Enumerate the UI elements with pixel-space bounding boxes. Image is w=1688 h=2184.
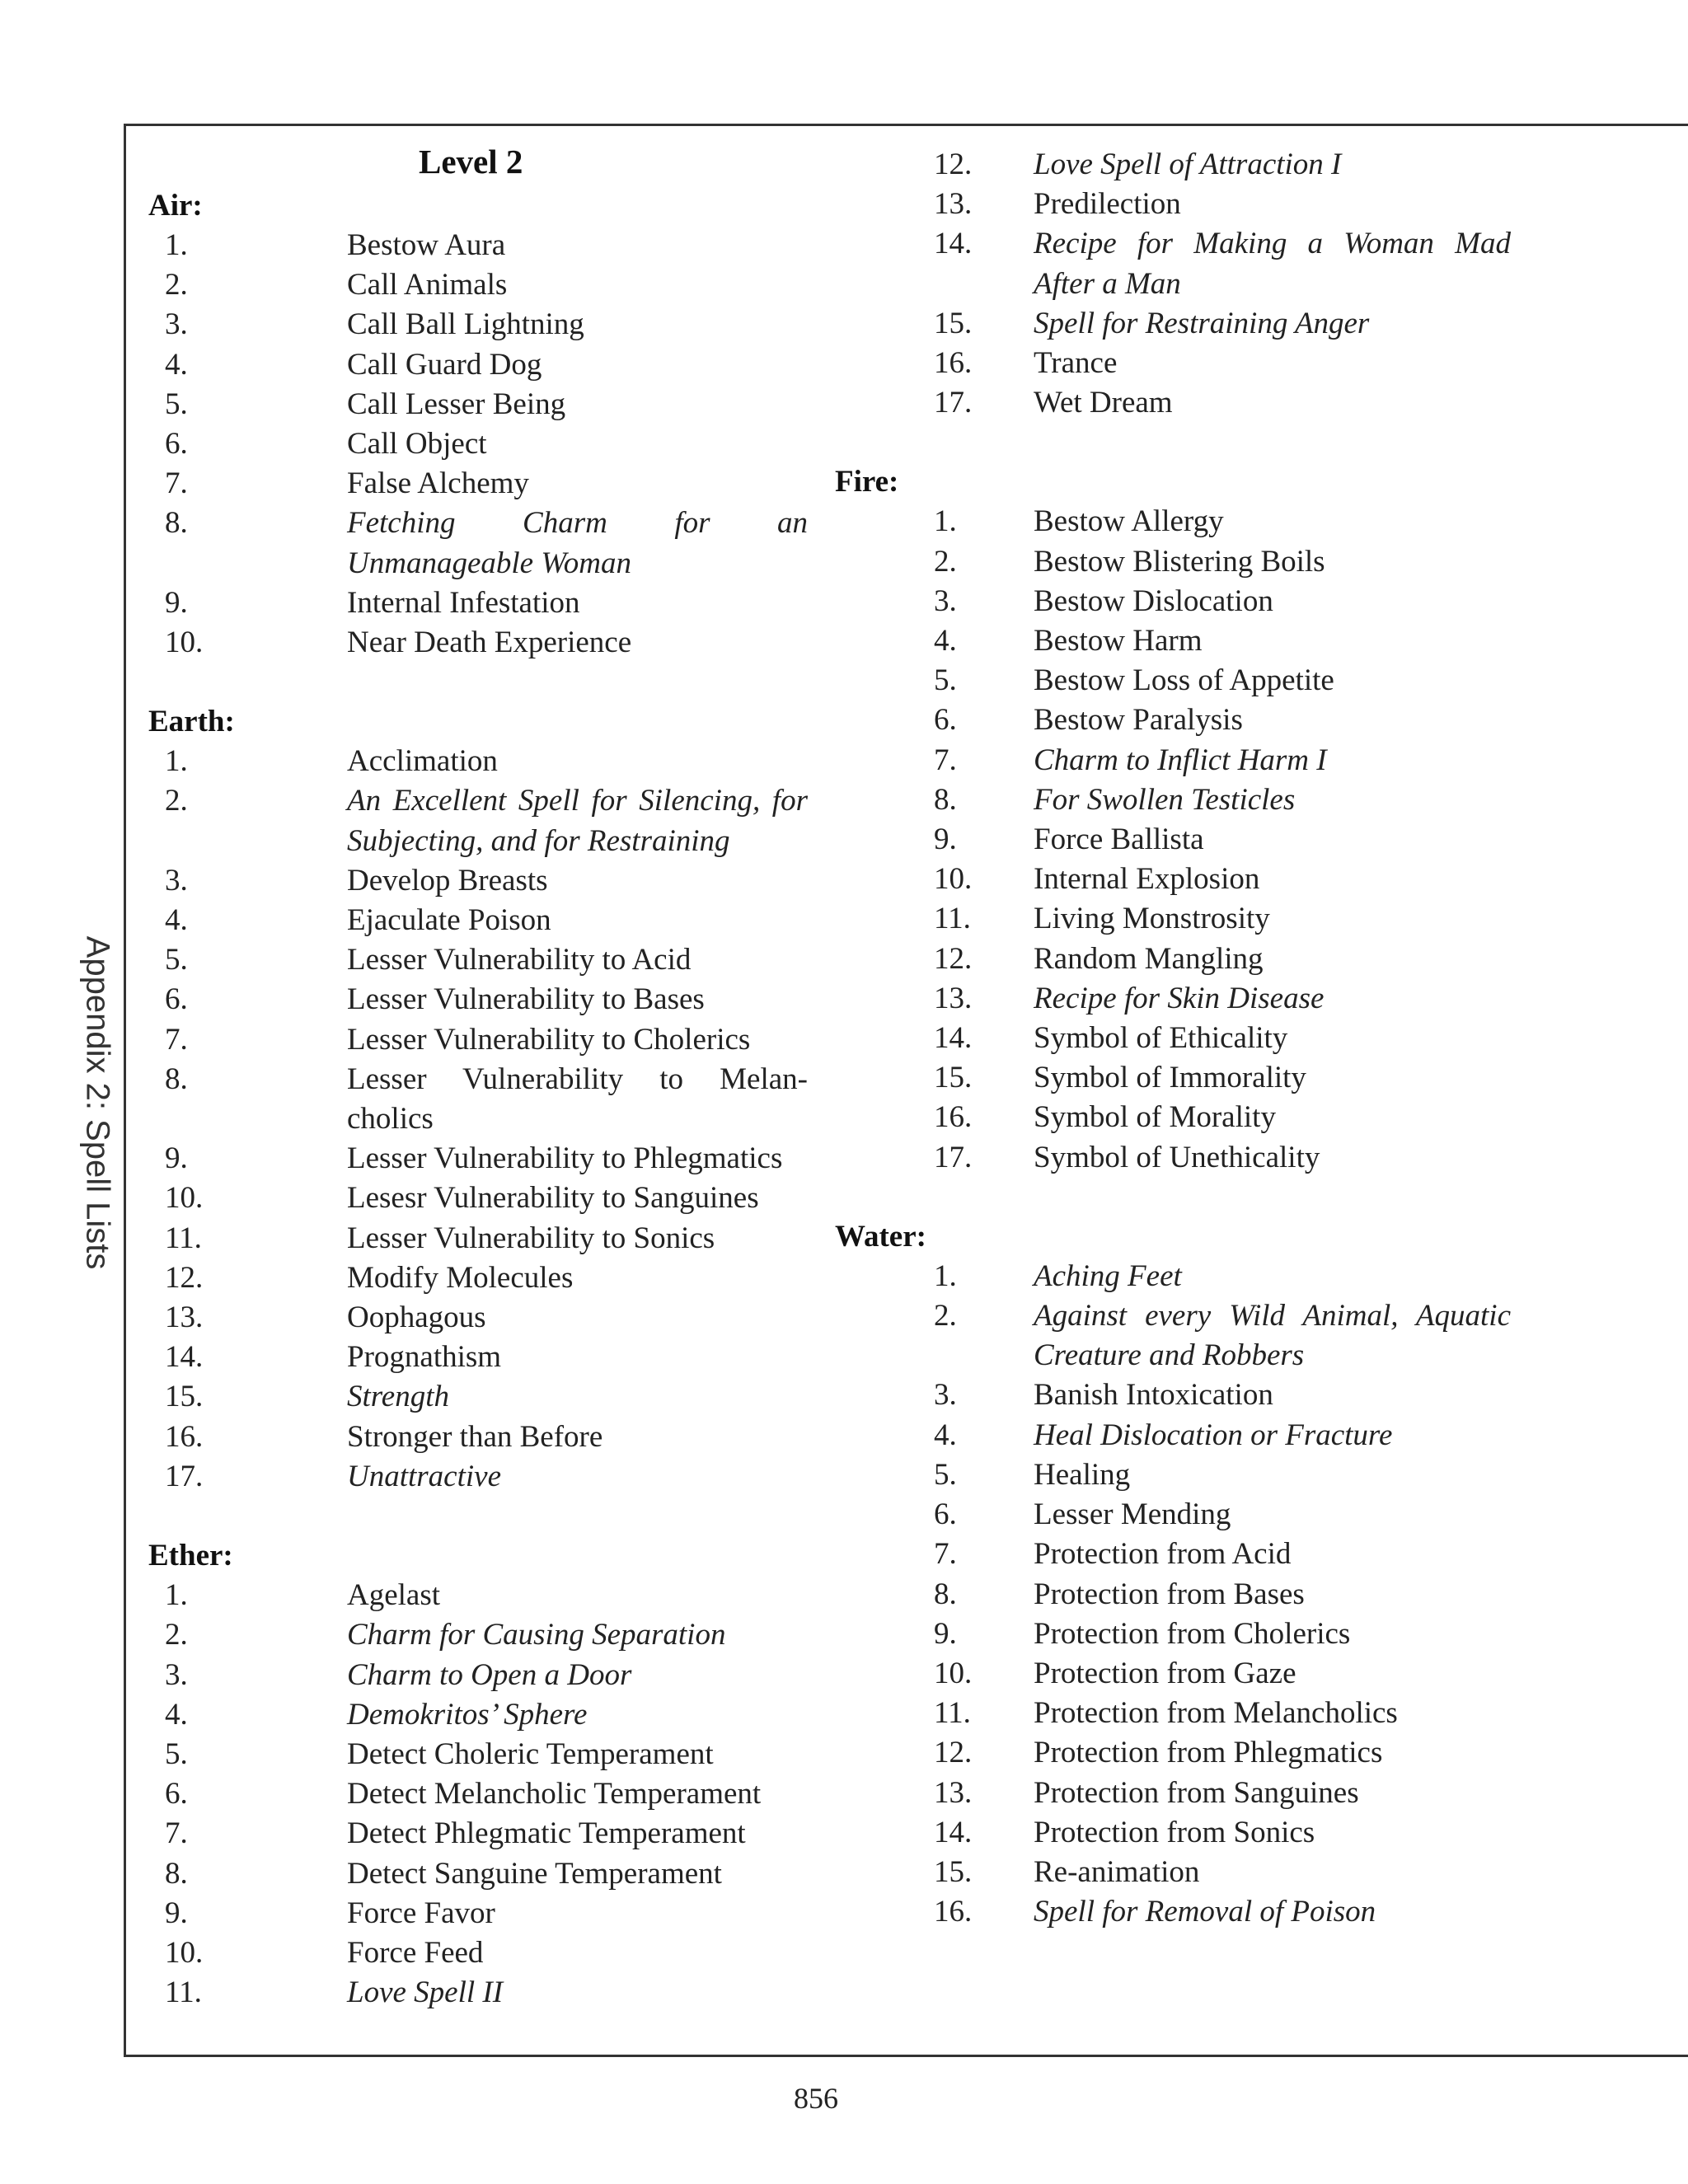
spell-list-item bbox=[835, 1694, 1511, 1733]
spell-list-item bbox=[835, 1892, 1511, 1932]
spell-name: Protection from Sonics bbox=[1034, 1815, 1315, 1849]
spell-name: Protection from Gaze bbox=[1034, 1656, 1296, 1690]
spell-list-item bbox=[148, 1338, 808, 1377]
item-number: 13. bbox=[165, 1301, 204, 1335]
spell-list-item bbox=[148, 781, 808, 860]
spell-name: Love Spell of Attraction I bbox=[1034, 148, 1342, 181]
spell-list-item bbox=[835, 582, 1511, 621]
spell-name: Banish Intoxication bbox=[1034, 1378, 1273, 1413]
spell-name: Detect Sanguine Temperament bbox=[347, 1856, 722, 1891]
item-number: 1. bbox=[165, 228, 188, 262]
spell-list-item bbox=[835, 1257, 1511, 1296]
spell-list-item bbox=[835, 1654, 1511, 1694]
item-number: 10. bbox=[934, 1656, 973, 1690]
spell-list-item bbox=[148, 345, 808, 385]
item-number: 17. bbox=[934, 1140, 973, 1174]
item-number: 15. bbox=[165, 1380, 204, 1414]
spell-name: Force Feed bbox=[347, 1935, 484, 1970]
spell-name: Charm for Causing Separation bbox=[347, 1618, 726, 1652]
item-number: 12. bbox=[934, 941, 973, 976]
spell-list-item bbox=[148, 1139, 808, 1179]
spell-list-item bbox=[148, 226, 808, 265]
spell-list-item bbox=[148, 1774, 808, 1814]
spell-name: Internal Infestation bbox=[347, 585, 580, 620]
spell-list-item bbox=[148, 305, 808, 344]
spell-list-item bbox=[835, 899, 1511, 939]
spell-name: Lesser Vulnerability to Cholerics bbox=[347, 1022, 751, 1057]
item-number: 14. bbox=[934, 1815, 973, 1849]
spell-list-item bbox=[835, 1495, 1511, 1535]
item-number: 15. bbox=[934, 306, 973, 340]
spell-list-item bbox=[148, 265, 808, 305]
spell-list-item bbox=[835, 1098, 1511, 1137]
item-number: 8. bbox=[165, 1062, 188, 1096]
item-number: 2. bbox=[934, 544, 957, 579]
spell-name: Protection from Acid bbox=[1034, 1537, 1292, 1572]
spell-name: Living Monstrosity bbox=[1034, 902, 1270, 936]
spell-list-item bbox=[148, 901, 808, 940]
spell-name: Call Ball Lightning bbox=[347, 307, 584, 342]
item-number: 16. bbox=[934, 1100, 973, 1135]
spell-name: Call Object bbox=[347, 427, 487, 462]
item-number: 3. bbox=[934, 583, 957, 618]
spell-list-item bbox=[148, 1973, 808, 2013]
spell-list-item bbox=[148, 1576, 808, 1615]
spell-name: Internal Explosion bbox=[1034, 862, 1260, 897]
item-number: 9. bbox=[165, 1141, 188, 1176]
spell-list-item bbox=[835, 1535, 1511, 1574]
item-number: 9. bbox=[165, 1896, 188, 1930]
spell-name: Love Spell II bbox=[347, 1975, 504, 2010]
item-number: 10. bbox=[165, 626, 204, 660]
item-number: 12. bbox=[934, 1736, 973, 1770]
item-number: 5. bbox=[934, 663, 957, 698]
section-spacer bbox=[835, 423, 1511, 462]
spell-list-item bbox=[835, 344, 1511, 383]
spell-list-item bbox=[835, 701, 1511, 740]
item-number: 15. bbox=[934, 1061, 973, 1095]
spell-list-item bbox=[835, 1774, 1511, 1813]
spell-name: Agelast bbox=[347, 1578, 441, 1613]
spell-name: Detect Melancholic Temperament bbox=[347, 1777, 762, 1811]
spell-list-item bbox=[835, 542, 1511, 582]
spell-name: Bestow Dislocation bbox=[1034, 583, 1273, 618]
spell-name: Call Animals bbox=[347, 268, 508, 302]
spell-list-item bbox=[148, 1020, 808, 1060]
spell-name: An Excellent Spell for Silencing, for Subjecting, and for Restraining bbox=[347, 784, 808, 858]
spell-name: Charm to Inflict Harm I bbox=[1034, 743, 1327, 777]
spell-list-item bbox=[835, 940, 1511, 979]
spell-list-item bbox=[148, 1298, 808, 1338]
spell-list-item bbox=[835, 185, 1511, 224]
spell-name: Demokritos’ Sphere bbox=[347, 1697, 588, 1732]
spell-name: Symbol of Immorality bbox=[1034, 1061, 1306, 1095]
item-number: 5. bbox=[165, 387, 188, 421]
item-number: 14. bbox=[934, 227, 973, 261]
spell-name: Bestow Harm bbox=[1034, 624, 1203, 658]
spell-name: Detect Choleric Temperament bbox=[347, 1736, 714, 1771]
spell-list-item bbox=[148, 1735, 808, 1774]
item-number: 2. bbox=[934, 1299, 957, 1333]
spell-name: Stronger than Before bbox=[347, 1419, 603, 1454]
item-number: 1. bbox=[934, 504, 957, 539]
spell-name: Trance bbox=[1034, 346, 1118, 381]
spell-list-earth bbox=[148, 742, 808, 1497]
spell-name: Develop Breasts bbox=[347, 863, 548, 898]
spell-list-item bbox=[148, 1457, 808, 1497]
spell-list-item bbox=[148, 1418, 808, 1457]
spell-list-item bbox=[148, 583, 808, 623]
spell-list-item bbox=[148, 980, 808, 1019]
spell-list-item bbox=[148, 1060, 808, 1139]
item-number: 17. bbox=[165, 1459, 204, 1493]
spell-name: Bestow Aura bbox=[347, 228, 506, 262]
section-heading-fire: Fire: bbox=[835, 465, 899, 499]
side-running-title: Appendix 2: Spell Lists bbox=[79, 935, 116, 1270]
spell-list-item bbox=[148, 1615, 808, 1655]
item-number: 11. bbox=[934, 1696, 971, 1731]
level-heading: Level 2 bbox=[419, 143, 523, 180]
spell-list-item bbox=[835, 741, 1511, 780]
spell-name: Protection from Sanguines bbox=[1034, 1775, 1359, 1810]
spell-list-item bbox=[835, 1376, 1511, 1415]
item-number: 6. bbox=[165, 982, 188, 1017]
spell-name: Symbol of Unethicality bbox=[1034, 1140, 1320, 1174]
spell-list-item bbox=[835, 1019, 1511, 1058]
item-number: 1. bbox=[934, 1258, 957, 1293]
spell-name: Lesser Vulnerability to Acid bbox=[347, 943, 692, 977]
item-number: 12. bbox=[934, 148, 973, 181]
spell-name: Symbol of Ethicality bbox=[1034, 1021, 1288, 1056]
item-number: 1. bbox=[165, 744, 188, 779]
spell-list-item bbox=[148, 424, 808, 464]
item-number: 16. bbox=[165, 1419, 204, 1454]
spell-list-item bbox=[835, 780, 1511, 820]
spell-name: Bestow Paralysis bbox=[1034, 703, 1243, 738]
spell-list-item bbox=[148, 504, 808, 583]
spell-list-item bbox=[148, 1656, 808, 1695]
spell-name: Lesser Vulnerability to Melan-cholics bbox=[347, 1062, 808, 1137]
spell-name: Protection from Cholerics bbox=[1034, 1616, 1351, 1651]
spell-name: Strength bbox=[347, 1380, 450, 1414]
spell-list-item bbox=[148, 623, 808, 663]
spell-name: Lesser Vulnerability to Sonics bbox=[347, 1221, 715, 1255]
spell-name: Prognathism bbox=[347, 1340, 502, 1375]
spell-list-fire bbox=[835, 502, 1511, 1177]
spell-list-item bbox=[835, 304, 1511, 344]
spell-list-item bbox=[148, 1695, 808, 1735]
item-number: 8. bbox=[165, 506, 188, 541]
spell-list-item bbox=[148, 861, 808, 901]
spell-list-item bbox=[148, 464, 808, 504]
spell-list-item bbox=[835, 1813, 1511, 1853]
spell-list-item bbox=[835, 621, 1511, 661]
item-number: 9. bbox=[934, 823, 957, 857]
spell-name: False Alchemy bbox=[347, 466, 529, 501]
spell-list-item bbox=[148, 1219, 808, 1258]
spell-name: Ejaculate Poison bbox=[347, 903, 551, 938]
spell-name: Detect Phlegmatic Temperament bbox=[347, 1816, 746, 1851]
item-number: 13. bbox=[934, 187, 973, 222]
spell-list-item bbox=[835, 145, 1511, 185]
item-number: 11. bbox=[165, 1975, 202, 2010]
item-number: 15. bbox=[934, 1854, 973, 1889]
item-number: 16. bbox=[934, 346, 973, 381]
right-column bbox=[835, 145, 1511, 1932]
item-number: 12. bbox=[165, 1260, 204, 1295]
item-number: 14. bbox=[165, 1340, 204, 1375]
item-number: 10. bbox=[165, 1935, 204, 1970]
spell-name: Symbol of Morality bbox=[1034, 1100, 1276, 1135]
item-number: 8. bbox=[934, 782, 957, 817]
item-number: 1. bbox=[165, 1578, 188, 1613]
spell-list-item bbox=[148, 742, 808, 781]
item-number: 9. bbox=[165, 585, 188, 620]
spell-name: Force Ballista bbox=[1034, 823, 1204, 857]
spell-list-ether-continued bbox=[835, 145, 1511, 423]
item-number: 2. bbox=[165, 268, 188, 302]
spell-list-item bbox=[148, 1377, 808, 1417]
spell-name: Against every Wild Animal, Aquatic Creature and Robbers bbox=[1034, 1299, 1511, 1373]
spell-list-item bbox=[148, 1854, 808, 1894]
section-heading-water: Water: bbox=[835, 1219, 926, 1254]
spell-list-item bbox=[835, 1416, 1511, 1455]
spell-list-item bbox=[835, 1733, 1511, 1773]
spell-name: Recipe for Making a Woman Mad After a Man bbox=[1034, 227, 1511, 301]
spell-name: Protection from Melancholics bbox=[1034, 1696, 1398, 1731]
spell-name: Random Mangling bbox=[1034, 941, 1264, 976]
spell-name: Call Guard Dog bbox=[347, 347, 542, 382]
spell-list-item bbox=[835, 224, 1511, 303]
item-number: 4. bbox=[934, 624, 957, 658]
spell-list-item bbox=[148, 940, 808, 980]
item-number: 6. bbox=[165, 1777, 188, 1811]
spell-name: Bestow Allergy bbox=[1034, 504, 1224, 539]
spell-name: Charm to Open a Door bbox=[347, 1657, 632, 1692]
spell-name: Fetching Charm for an Unmanageable Woman bbox=[347, 506, 808, 580]
item-number: 10. bbox=[165, 1181, 204, 1216]
spell-list-item bbox=[835, 661, 1511, 701]
spell-name: Acclimation bbox=[347, 744, 498, 779]
item-number: 7. bbox=[165, 1816, 188, 1851]
item-number: 4. bbox=[165, 1697, 188, 1732]
spell-name: Force Favor bbox=[347, 1896, 495, 1930]
item-number: 3. bbox=[165, 863, 188, 898]
item-number: 6. bbox=[934, 1497, 957, 1532]
section-heading-air: Air: bbox=[148, 189, 203, 223]
item-number: 9. bbox=[934, 1616, 957, 1651]
spell-list-item bbox=[835, 1058, 1511, 1098]
spell-name: Oophagous bbox=[347, 1301, 486, 1335]
item-number: 7. bbox=[165, 466, 188, 501]
spell-name: Call Lesser Being bbox=[347, 387, 566, 421]
spell-name: Protection from Bases bbox=[1034, 1577, 1305, 1611]
section-heading-earth: Earth: bbox=[148, 705, 235, 739]
spell-list-item bbox=[835, 860, 1511, 899]
item-number: 8. bbox=[165, 1856, 188, 1891]
item-number: 2. bbox=[165, 784, 188, 818]
spell-name: Predilection bbox=[1034, 187, 1181, 222]
left-column bbox=[148, 143, 808, 2013]
item-number: 6. bbox=[165, 427, 188, 462]
spell-name: Bestow Blistering Boils bbox=[1034, 544, 1325, 579]
spell-name: Near Death Experience bbox=[347, 626, 632, 660]
item-number: 7. bbox=[934, 743, 957, 777]
item-number: 5. bbox=[165, 943, 188, 977]
spell-list-item bbox=[835, 383, 1511, 423]
spell-name: Lesser Mending bbox=[1034, 1497, 1231, 1532]
item-number: 6. bbox=[934, 703, 957, 738]
section-spacer bbox=[835, 1178, 1511, 1217]
spell-name: Lesser Vulnerability to Phlegmatics bbox=[347, 1141, 783, 1176]
item-number: 4. bbox=[165, 903, 188, 938]
spell-name: Modify Molecules bbox=[347, 1260, 574, 1295]
item-number: 7. bbox=[934, 1537, 957, 1572]
item-number: 11. bbox=[165, 1221, 202, 1255]
spell-list-item bbox=[148, 1933, 808, 1973]
spell-list-item bbox=[835, 502, 1511, 541]
item-number: 11. bbox=[934, 902, 971, 936]
item-number: 3. bbox=[165, 1657, 188, 1692]
spell-list-item bbox=[835, 1296, 1511, 1376]
spell-list-item bbox=[835, 1615, 1511, 1654]
item-number: 10. bbox=[934, 862, 973, 897]
item-number: 5. bbox=[934, 1457, 957, 1492]
item-number: 8. bbox=[934, 1577, 957, 1611]
spell-list-item bbox=[148, 1894, 808, 1933]
page-number: 856 bbox=[794, 2082, 838, 2115]
spell-list-item bbox=[148, 1179, 808, 1218]
spell-name: Recipe for Skin Disease bbox=[1034, 981, 1325, 1015]
spell-name: Wet Dream bbox=[1034, 386, 1173, 420]
spell-list-item bbox=[835, 1455, 1511, 1495]
spell-list-item bbox=[835, 1575, 1511, 1615]
spell-list-ether bbox=[148, 1576, 808, 2013]
spell-name: Unattractive bbox=[347, 1459, 502, 1493]
item-number: 7. bbox=[165, 1022, 188, 1057]
spell-name: Heal Dislocation or Fracture bbox=[1034, 1418, 1393, 1452]
section-heading-ether: Ether: bbox=[148, 1539, 233, 1573]
spell-name: Spell for Removal of Poison bbox=[1034, 1895, 1376, 1929]
spell-name: Bestow Loss of Appetite bbox=[1034, 663, 1334, 698]
spell-list-item bbox=[148, 1258, 808, 1298]
spell-name: Spell for Restraining Anger bbox=[1034, 306, 1370, 340]
item-number: 16. bbox=[934, 1895, 973, 1929]
spell-list-item bbox=[835, 979, 1511, 1019]
spell-list-item bbox=[835, 1853, 1511, 1892]
spell-list-item bbox=[148, 1814, 808, 1854]
item-number: 3. bbox=[934, 1378, 957, 1413]
spell-name: Healing bbox=[1034, 1457, 1131, 1492]
spell-list-water bbox=[835, 1257, 1511, 1932]
item-number: 4. bbox=[165, 347, 188, 382]
spell-name: Aching Feet bbox=[1034, 1258, 1182, 1293]
item-number: 13. bbox=[934, 1775, 973, 1810]
spell-name: For Swollen Testicles bbox=[1034, 782, 1296, 817]
item-number: 4. bbox=[934, 1418, 957, 1452]
item-number: 5. bbox=[165, 1736, 188, 1771]
spell-name: Lesser Vulnerability to Bases bbox=[347, 982, 705, 1017]
item-number: 17. bbox=[934, 386, 973, 420]
section-spacer bbox=[148, 663, 808, 702]
spell-list-item bbox=[835, 820, 1511, 860]
item-number: 3. bbox=[165, 307, 188, 342]
item-number: 14. bbox=[934, 1021, 973, 1056]
spell-name: Protection from Phlegmatics bbox=[1034, 1736, 1383, 1770]
item-number: 2. bbox=[165, 1618, 188, 1652]
spell-list-air bbox=[148, 226, 808, 663]
spell-name: Lesesr Vulnerability to Sanguines bbox=[347, 1181, 759, 1216]
spell-name: Re-animation bbox=[1034, 1854, 1200, 1889]
spell-list-item bbox=[148, 385, 808, 424]
item-number: 13. bbox=[934, 981, 973, 1015]
section-spacer bbox=[148, 1497, 808, 1536]
spell-list-item bbox=[835, 1138, 1511, 1178]
